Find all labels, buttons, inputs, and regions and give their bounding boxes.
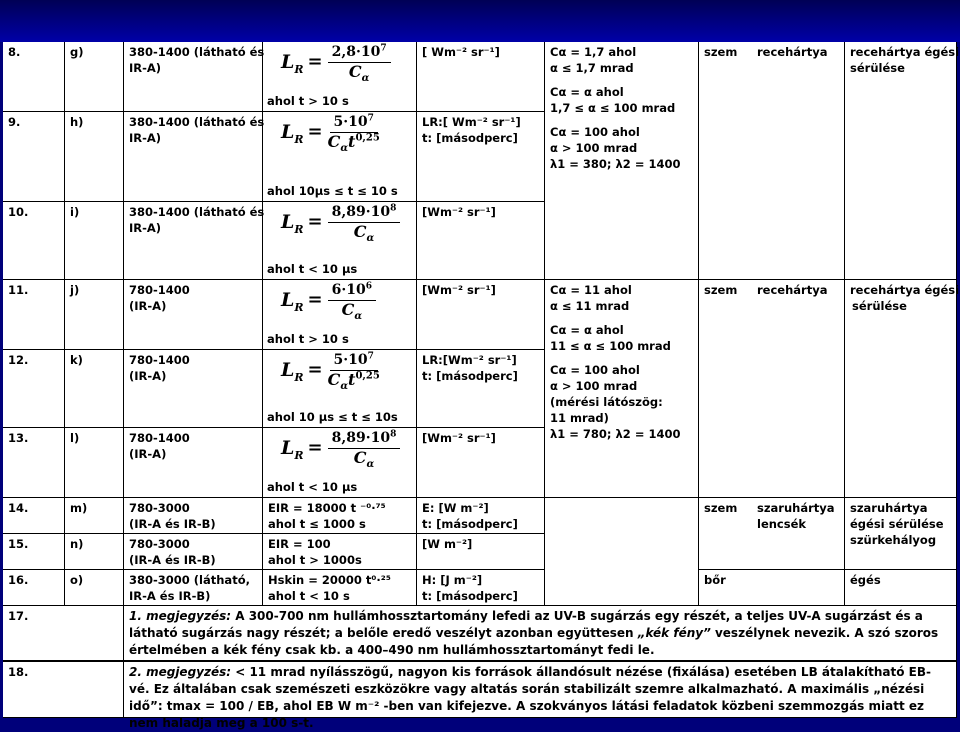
calpha-cell-empty (545, 498, 699, 606)
wavelength-range-line: 780-3000 (129, 501, 190, 515)
formula-denominator (348, 62, 370, 85)
wavelength-range-cell (124, 112, 263, 202)
wavelength-range-line: 380-1400 (látható és (129, 45, 265, 59)
unit-cell (417, 428, 545, 498)
formula-condition: ahol 10 µs ≤ t ≤ 10s (267, 410, 398, 424)
formula-numerator (328, 282, 376, 301)
unit-cell (417, 498, 545, 534)
organ-cell-3 (699, 498, 845, 570)
formula-denominator-base: C (353, 222, 367, 241)
effect-cell-1 (845, 42, 960, 280)
effect-line: szaruhártya (850, 501, 928, 515)
formula-denominator-sub: α (361, 73, 370, 85)
row-letter: g) (70, 45, 84, 59)
calpha-line: α > 100 mrad (550, 379, 638, 393)
formula-denominator-sub: α (366, 233, 375, 245)
formula-denominator-exponent: 0,25 (355, 132, 380, 144)
wavelength-range-line: 780-1400 (129, 431, 190, 445)
row-number-cell (3, 112, 65, 202)
row-letter-cell (65, 202, 124, 280)
unit-line: E: [W m⁻²] (422, 501, 489, 515)
unit-cell (417, 202, 545, 280)
wavelength-range-line: 380-3000 (látható, (129, 573, 250, 587)
calpha-cell-group-1 (545, 42, 699, 280)
row-number: 8. (8, 45, 21, 59)
organ-name: szem (704, 45, 738, 59)
unit-cell (417, 534, 545, 570)
effect-cell-2 (845, 280, 960, 498)
formula-numerator-base: 5·10 (333, 114, 368, 130)
row-letter: n) (70, 537, 84, 551)
formula-denominator-t: t (348, 370, 356, 389)
unit-line: LR:[ Wm⁻² sr⁻¹] (422, 115, 521, 129)
wavelength-range-line: IR-A) (129, 61, 162, 75)
formula-lhs: $L_R$ (281, 359, 304, 384)
row-number: 10. (8, 205, 29, 219)
formula-denominator-sub: α (366, 459, 375, 471)
calpha-line (550, 76, 693, 84)
calpha-line: Cα = α ahol (550, 323, 624, 337)
organ-part: szaruhártya (757, 501, 835, 515)
organ-cell-2 (699, 280, 845, 498)
formula-numerator-base: 6·10 (331, 282, 366, 298)
note-17-label: 1. megjegyzés: (129, 609, 232, 623)
unit-line: t: [másodperc] (422, 131, 518, 145)
calpha-cell-group-2 (545, 280, 699, 498)
row-number-cell (3, 350, 65, 428)
limit-line: ahol t > 1000s (268, 553, 362, 567)
formula-fraction (328, 43, 391, 85)
row-number-cell (3, 280, 65, 350)
formula-lhs: $L_R$ (281, 289, 304, 314)
formula-denominator-sub: α (340, 381, 349, 393)
wavelength-range-cell (124, 498, 263, 534)
formula-numerator-exponent: 8 (390, 203, 397, 214)
calpha-line: 11 ≤ α ≤ 100 mrad (550, 339, 671, 353)
formula-numerator-exponent: 8 (390, 429, 397, 440)
calpha-line: (mérési látószög: (550, 395, 663, 409)
formula-equals: = (307, 51, 323, 72)
note-17-text: 1. megjegyzés: A 300-700 nm hullámhossztartomány lefedi az UV-B sugárzás egy részét, a teljes UV-A sugárzást és a látható sugárzás nagy részét; a belőle eredő veszélyt azonban együttesen „kék fény” veszélynek nevezik. A szó szoros értelmében a kék fény csak kb. a 400–490 nm hullámhossztartományt fedi le. (124, 606, 957, 662)
formula-condition: ahol t < 10 µs (267, 480, 358, 494)
formula-numerator (328, 44, 391, 63)
wavelength-range-line: IR-A és IR-B) (129, 589, 211, 603)
formula-lhs: $L_R$ (281, 437, 304, 462)
formula-numerator (330, 352, 378, 371)
effect-line: sérülése (852, 299, 907, 313)
wavelength-range-line: 380-1400 (látható és (129, 115, 265, 129)
wavelength-range-cell (124, 202, 263, 280)
effect-cell-3 (845, 498, 957, 570)
row-letter-cell (65, 280, 124, 350)
row-letter-cell (65, 498, 124, 534)
calpha-line: α > 100 mrad (550, 141, 638, 155)
formula-denominator-base: C (327, 132, 341, 151)
formula-numerator (328, 204, 401, 223)
formula-denominator-t: t (348, 132, 356, 151)
formula-condition: ahol t < 10 µs (267, 262, 358, 276)
wavelength-range-cell (124, 280, 263, 350)
unit-cell (417, 570, 545, 606)
wavelength-range-line: 780-1400 (129, 283, 190, 297)
wavelength-range-line: (IR-A és IR-B) (129, 553, 216, 567)
calpha-line (550, 354, 693, 362)
organ-cell-4 (699, 570, 845, 606)
formula-fraction (327, 113, 380, 155)
radiance-formula (281, 429, 400, 471)
limit-value-cell (263, 280, 417, 350)
row-number: 16. (8, 573, 29, 587)
formula-equals: = (307, 121, 323, 142)
formula-equals: = (307, 359, 323, 380)
formula-denominator-sub: α (354, 311, 363, 323)
unit-line: [W m⁻²] (422, 537, 473, 551)
row-number: 11. (8, 283, 29, 297)
calpha-line (550, 116, 693, 124)
formula-numerator-base: 8,89·10 (331, 430, 391, 446)
wavelength-range-cell (124, 570, 263, 606)
formula-numerator-exponent: 7 (380, 43, 387, 54)
radiance-formula (281, 113, 380, 155)
unit-cell (417, 280, 545, 350)
row-number-cell (3, 428, 65, 498)
effect-cell-4 (845, 570, 957, 606)
limit-line: EIR = 18000 t ⁻⁰·⁷⁵ (268, 501, 386, 515)
formula-denominator (327, 370, 380, 393)
unit-line: [Wm⁻² sr⁻¹] (422, 205, 496, 219)
formula-denominator-base: C (327, 370, 341, 389)
limit-value-cell (263, 112, 417, 202)
organ-name: szem (704, 501, 738, 515)
unit-cell (417, 42, 545, 112)
note-18-label: 2. megjegyzés: (129, 665, 232, 679)
formula-lhs: $L_R$ (281, 211, 304, 236)
formula-numerator-exponent: 6 (365, 281, 372, 292)
row-letter-cell (65, 350, 124, 428)
wavelength-range-line: IR-A) (129, 131, 162, 145)
organ-name: szem (704, 283, 738, 297)
radiance-formula (281, 281, 376, 323)
unit-line: H: [J m⁻²] (422, 573, 483, 587)
wavelength-range-line: 380-1400 (látható és (129, 205, 265, 219)
formula-numerator-base: 8,89·10 (331, 204, 391, 220)
organ-name: bőr (704, 573, 726, 587)
wavelength-range-line: (IR-A) (129, 369, 167, 383)
calpha-line (550, 314, 693, 322)
limit-value-cell (263, 428, 417, 498)
effect-line: recehártya égési (850, 283, 960, 297)
organ-cell-1 (699, 42, 845, 280)
formula-fraction (327, 351, 380, 393)
unit-cell (417, 112, 545, 202)
row-letter: l) (70, 431, 80, 445)
limit-value-cell (263, 498, 417, 534)
formula-equals: = (307, 211, 323, 232)
wavelength-range-line: 780-3000 (129, 537, 190, 551)
effect-line: recehártya égési (850, 45, 960, 59)
calpha-line: 1,7 ≤ α ≤ 100 mrad (550, 101, 676, 115)
wavelength-range-cell (124, 350, 263, 428)
unit-cell (417, 350, 545, 428)
formula-equals: = (307, 289, 323, 310)
calpha-line: α ≤ 11 mrad (550, 299, 630, 313)
limit-line: ahol t ≤ 1000 s (268, 517, 366, 531)
formula-numerator-exponent: 7 (367, 113, 374, 124)
limit-line: ahol t < 10 s (268, 589, 350, 603)
row-letter: m) (70, 501, 88, 515)
formula-fraction (328, 203, 401, 245)
effect-line: égési sérülése (850, 517, 944, 531)
formula-numerator-exponent: 7 (367, 351, 374, 362)
slide-title-bar (0, 0, 960, 42)
effect-line: sérülése (850, 61, 905, 75)
note-18-text: 2. megjegyzés: < 11 mrad nyílásszögű, nagyon kis források állandósult nézése (fixálása) esetében LB átalakítható EB-vé. Ez általában csak szemészeti eszközökre vagy altatás során stabilizált szemre alkalmazható. A maximális „nézési idő”: tmax = 100 / EB, ahol EB W m⁻² -ben van kifejezve. A szokványos látási feladatok közbeni szemmozgás miatt ez nem haladja meg a 100 s-t. (124, 662, 957, 718)
row-number-cell (3, 202, 65, 280)
limit-line: EIR = 100 (268, 537, 331, 551)
wavelength-range-cell (124, 428, 263, 498)
kek-feny-term: „kék fény” (637, 626, 711, 640)
formula-condition: ahol 10µs ≤ t ≤ 10 s (267, 184, 398, 198)
row-number: 15. (8, 537, 29, 551)
wavelength-range-line: (IR-A) (129, 299, 167, 313)
calpha-line: Cα = 100 ahol (550, 363, 640, 377)
organ-part: recehártya (757, 45, 828, 59)
formula-fraction (328, 281, 376, 323)
row-letter: k) (70, 353, 83, 367)
formula-denominator-base: C (341, 300, 355, 319)
effect-line: égés (850, 573, 881, 587)
wavelength-range-line: 780-1400 (129, 353, 190, 367)
effect-line: szürkehályog (850, 533, 937, 547)
row-number-cell (3, 570, 65, 606)
limit-values-table (3, 42, 960, 730)
wavelength-range-cell (124, 534, 263, 570)
unit-line: t: [másodperc] (422, 589, 518, 603)
row-letter-cell (65, 112, 124, 202)
formula-denominator-exponent: 0,25 (355, 370, 380, 382)
formula-lhs: $L_R$ (281, 51, 304, 76)
calpha-line: α ≤ 1,7 mrad (550, 61, 634, 75)
note-17-number: 17. (3, 606, 124, 662)
calpha-line: 11 mrad) (550, 411, 609, 425)
formula-fraction (328, 429, 401, 471)
row-letter: h) (70, 115, 84, 129)
unit-line: t: [másodperc] (422, 369, 518, 383)
radiance-formula (281, 351, 380, 393)
row-number: 13. (8, 431, 29, 445)
formula-numerator (328, 430, 401, 449)
limit-value-cell (263, 534, 417, 570)
row-number-cell (3, 42, 65, 112)
calpha-line: Cα = 11 ahol (550, 283, 632, 297)
formula-denominator (353, 448, 375, 471)
calpha-line: Cα = α ahol (550, 85, 624, 99)
calpha-line: Cα = 1,7 ahol (550, 45, 637, 59)
formula-denominator (327, 132, 380, 155)
formula-denominator-sub: α (340, 143, 349, 155)
organ-part: lencsék (757, 517, 807, 531)
wavelength-range-line: (IR-A) (129, 447, 167, 461)
row-letter-cell (65, 42, 124, 112)
formula-denominator-base: C (353, 448, 367, 467)
wavelength-range-line: IR-A) (129, 221, 162, 235)
row-number-cell (3, 498, 65, 534)
limit-line: Hskin = 20000 t⁰·²⁵ (268, 573, 391, 587)
formula-equals: = (307, 437, 323, 458)
wavelength-range-cell (124, 42, 263, 112)
formula-denominator (341, 300, 363, 323)
wavelength-range-line: (IR-A és IR-B) (129, 517, 216, 531)
unit-line: [ Wm⁻² sr⁻¹] (422, 45, 500, 59)
formula-numerator (330, 114, 378, 133)
unit-line: [Wm⁻² sr⁻¹] (422, 283, 496, 297)
row-letter: i) (70, 205, 80, 219)
radiance-formula (281, 43, 391, 85)
unit-line: LR:[Wm⁻² sr⁻¹] (422, 353, 517, 367)
limit-value-cell (263, 42, 417, 112)
calpha-line: Cα = 100 ahol (550, 125, 640, 139)
formula-numerator-base: 2,8·10 (331, 44, 381, 60)
organ-part: recehártya (757, 283, 828, 297)
row-letter-cell (65, 428, 124, 498)
formula-condition: ahol t > 10 s (267, 94, 349, 108)
calpha-line: λ1 = 780; λ2 = 1400 (550, 427, 681, 441)
note-18-number: 18. (3, 662, 124, 718)
limit-value-cell (263, 202, 417, 280)
limit-value-cell (263, 350, 417, 428)
row-number-cell (3, 534, 65, 570)
row-letter: j) (70, 283, 80, 297)
formula-lhs: $L_R$ (281, 121, 304, 146)
formula-condition: ahol t > 10 s (267, 332, 349, 346)
formula-denominator-base: C (348, 62, 362, 81)
row-number: 14. (8, 501, 29, 515)
radiance-formula (281, 203, 400, 245)
unit-line: t: [másodperc] (422, 517, 518, 531)
row-letter: o) (70, 573, 84, 587)
formula-numerator-base: 5·10 (333, 352, 368, 368)
limit-value-cell (263, 570, 417, 606)
unit-line: [Wm⁻² sr⁻¹] (422, 431, 496, 445)
row-number: 12. (8, 353, 29, 367)
calpha-line: λ1 = 380; λ2 = 1400 (550, 157, 681, 171)
row-letter-cell (65, 570, 124, 606)
row-letter-cell (65, 534, 124, 570)
row-number: 9. (8, 115, 21, 129)
formula-denominator (353, 222, 375, 245)
